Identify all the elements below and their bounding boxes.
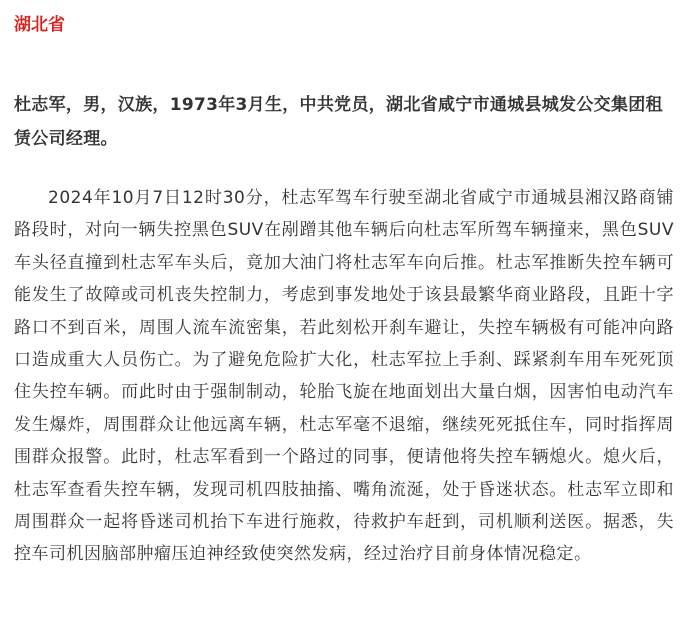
province-heading: 湖北省 [14, 15, 65, 35]
story-paragraph: 2024年10月7日12时30分，杜志军驾车行驶至湖北省咸宁市通城县湘汉路商铺路段时，对向一辆失控黑色SUV在剐蹭其他车辆后向杜志军所驾车辆撞来，黑色SUV车头径直撞到杜志军车头后，竟加大油门将杜志军车向后推。杜志军推断失控车辆可能发生了故障或司机丧失控制力，考虑到事发地处于该县最繁华商业路段，且距十字路口不到百米，周围人流车流密集，若此刻松开刹车避让，失控车辆极有可能冲向路口造成重大人员伤亡。为了避免危险扩大化，杜志军拉上手刹、踩紧刹车用车死死顶住失控车辆。而此时由于强制制动，轮胎飞旋在地面划出大量白烟，因害怕电动汽车发生爆炸，周围群众让他远离车辆，杜志军毫不退缩，继续死死抵住车，同时指挥周围群众报警。此时，杜志军看到一个路过的同事，便请他将失控车辆熄火。熄火后，杜志军查看失控车辆，发现司机四肢抽搐、嘴角流涎，处于昏迷状态。杜志军立即和周围群众一起将昏迷司机抬下车进行施救，待救护车赶到，司机顺利送医。据悉，失控车司机因脑部肿瘤压迫神经致使突然发病，经过治疗目前身体情况稳定。 [14, 188, 674, 565]
profile-paragraph: 杜志军，男，汉族，1973年3月生，中共党员，湖北省咸宁市通城县城发公交集团租赁公司经理。 [14, 95, 663, 149]
